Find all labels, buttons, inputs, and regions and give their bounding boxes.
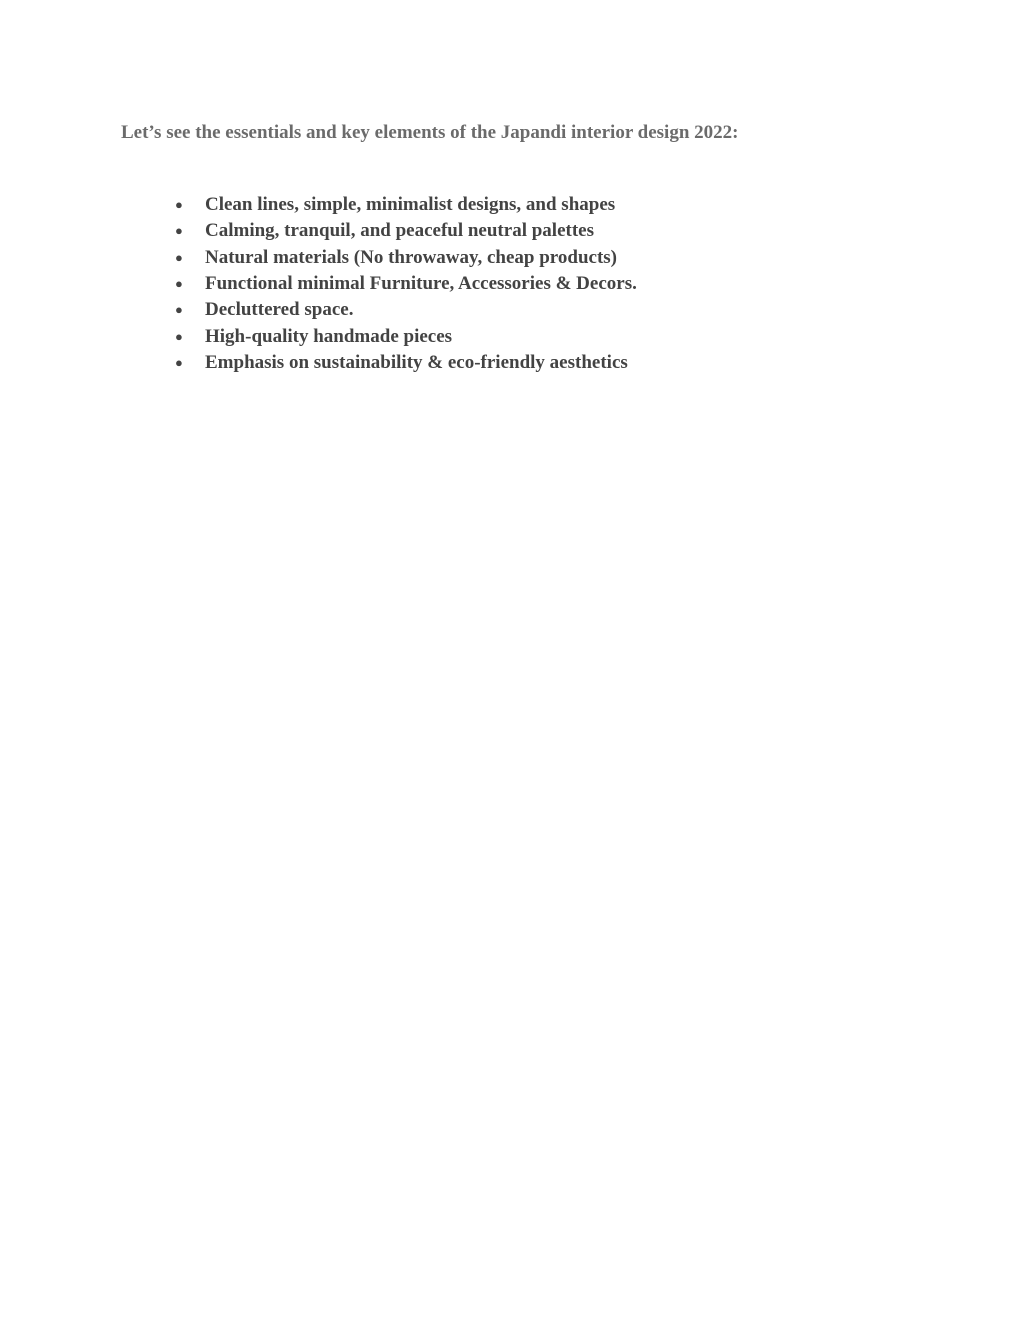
- bullet-icon: ●: [175, 354, 183, 370]
- bullet-icon: ●: [175, 197, 183, 213]
- list-item-text: Functional minimal Furniture, Accessories & Decors.: [205, 273, 637, 295]
- bullet-icon: ●: [175, 249, 183, 265]
- essentials-list: [172, 192, 637, 376]
- bullet-icon: ●: [175, 302, 183, 318]
- list-item-text: Clean lines, simple, minimalist designs, and shapes: [205, 194, 616, 216]
- list-item-text: Calming, tranquil, and peaceful neutral palettes: [205, 220, 594, 242]
- bullet-icon: ●: [175, 223, 183, 239]
- list-item-text: Decluttered space.: [205, 299, 354, 321]
- list-item: [172, 297, 637, 323]
- list-item: [172, 323, 637, 349]
- bullet-icon: ●: [175, 328, 183, 344]
- list-item-text: Natural materials (No throwaway, cheap products): [205, 246, 617, 268]
- list-item: [172, 350, 637, 376]
- list-item: [172, 245, 637, 271]
- list-item: [172, 218, 637, 244]
- bullet-icon: ●: [175, 276, 183, 292]
- list-item-text: Emphasis on sustainability & eco-friendly aesthetics: [205, 351, 628, 373]
- intro-paragraph: Let’s see the essentials and key elements of the Japandi interior design 2022:: [121, 122, 739, 143]
- list-item: [172, 271, 637, 297]
- list-item-text: High-quality handmade pieces: [205, 325, 453, 347]
- list-item: [172, 192, 637, 218]
